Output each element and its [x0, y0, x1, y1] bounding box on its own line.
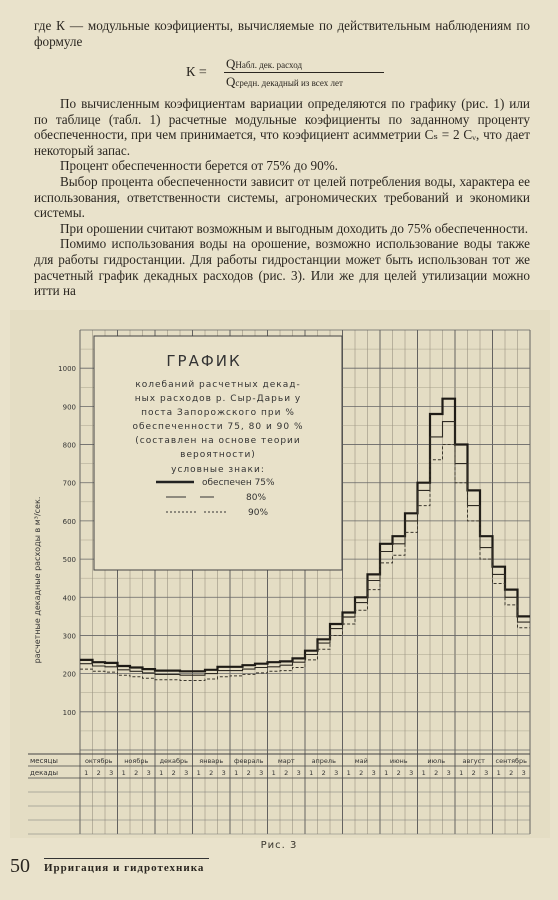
- decade-label: 3: [334, 769, 339, 777]
- modulus-formula: [186, 56, 416, 92]
- legend-item-90: 90%: [248, 508, 269, 518]
- decade-label: 3: [409, 769, 414, 777]
- legend-title: условные знаки:: [171, 465, 265, 475]
- figure-caption: Рис. 3: [260, 840, 298, 851]
- decade-label: 3: [446, 769, 451, 777]
- decade-label: 2: [209, 769, 214, 777]
- chart-svg: [0, 310, 558, 840]
- decade-label: 2: [134, 769, 139, 777]
- y-tick-label: 300: [62, 632, 76, 641]
- page-footer: [10, 855, 210, 877]
- decade-label: 2: [171, 769, 176, 777]
- formula-lhs: К =: [186, 65, 207, 80]
- month-label: апрель: [311, 757, 336, 765]
- decade-label: 2: [509, 769, 514, 777]
- decade-label: 1: [196, 769, 201, 777]
- decade-label: 2: [96, 769, 101, 777]
- decade-label: 3: [371, 769, 376, 777]
- decade-label: 1: [346, 769, 351, 777]
- legend-item-75: обеспечен 75%: [202, 478, 275, 488]
- decade-label: 1: [384, 769, 389, 777]
- decade-label: 2: [321, 769, 326, 777]
- page-number: 50: [10, 855, 30, 877]
- month-label: май: [354, 757, 368, 765]
- body-text: [34, 18, 530, 49]
- decade-label: 3: [259, 769, 264, 777]
- month-label: июнь: [389, 757, 408, 765]
- discharge-chart: [0, 310, 558, 840]
- decade-label: 2: [471, 769, 476, 777]
- formula-numerator: QНабл. дек. расход: [226, 56, 303, 71]
- decade-label: 3: [221, 769, 226, 777]
- decade-label: 2: [246, 769, 251, 777]
- paragraph-4: Выбор процента обеспеченности зависит от целей потребления воды, характера ее использования, ответственности системы, агрономических требований и экономики системы.: [34, 173, 530, 221]
- decade-label: 1: [121, 769, 126, 777]
- month-label: август: [462, 757, 485, 765]
- month-label: декабрь: [159, 757, 188, 765]
- decade-label: 1: [271, 769, 276, 777]
- decade-label: 1: [84, 769, 89, 777]
- decade-label: 1: [421, 769, 426, 777]
- decade-label: 1: [496, 769, 501, 777]
- y-tick-label: 1000: [58, 365, 76, 374]
- decade-label: 3: [296, 769, 301, 777]
- paragraph-1: где К — модульные коэфициенты, вычисляемые по действительным наблюдениям по формуле: [34, 18, 530, 49]
- decade-label: 3: [109, 769, 114, 777]
- month-label: январь: [199, 757, 224, 765]
- title-box: [94, 336, 342, 570]
- month-label: сентябрь: [495, 757, 527, 765]
- y-tick-label: 900: [62, 403, 76, 412]
- y-tick-label: 600: [62, 517, 76, 526]
- paragraph-2: По вычисленным коэфициентам вариации определяются по графику (рис. 1) или по таблице (табл. 1) расчетные модульные коэфициенты по заданному проценту обеспеченности, при чем принимается, что коэфициент асимметрии Cₛ = 2 Cᵥ, что дает некоторый запас.: [34, 96, 530, 158]
- legend-item-80: 80%: [246, 493, 267, 503]
- row-label-decades: декады: [30, 769, 59, 777]
- chart-title: ГРАФИК: [166, 352, 242, 370]
- decade-label: 2: [284, 769, 289, 777]
- fraction-bar: [224, 72, 384, 73]
- decade-label: 3: [484, 769, 489, 777]
- paragraph-3: Процент обеспеченности берется от 75% до 90%.: [60, 158, 338, 174]
- chart-subtitle-3: поста Запорожского при %: [141, 408, 295, 418]
- decade-label: 3: [184, 769, 189, 777]
- month-label: июль: [427, 757, 446, 765]
- paragraph-6: Помимо использования воды на орошение, возможно использование воды также для работы гидростанции. Для работы гидростанции может быть использован тот же расчетный график декадных расходов (рис. 3). Или же для целей утилизации можно итти на: [34, 236, 530, 299]
- month-label: ноябрь: [124, 757, 149, 765]
- y-tick-label: 700: [62, 479, 76, 488]
- chart-subtitle-2: ных расходов р. Сыр-Дарьи у: [134, 394, 302, 404]
- decade-label: 1: [234, 769, 239, 777]
- decade-label: 1: [459, 769, 464, 777]
- body-text-continued: [34, 96, 530, 299]
- decade-label: 3: [146, 769, 151, 777]
- decade-label: 2: [396, 769, 401, 777]
- decade-label: 2: [359, 769, 364, 777]
- formula-denominator: Qсредн. декадный из всех лет: [226, 74, 343, 89]
- chart-subtitle-4: обеспеченности 75, 80 и 90 %: [132, 422, 304, 432]
- chart-subtitle-5: (составлен на основе теории: [135, 436, 301, 446]
- paragraph-5: При орошении считают возможным и выгодным доходить до 75% обеспеченности.: [60, 220, 528, 236]
- chart-subtitle-1: колебаний расчетных декад-: [135, 380, 301, 390]
- chart-subtitle-6: вероятности): [180, 450, 256, 460]
- decade-label: 2: [434, 769, 439, 777]
- y-tick-label: 500: [62, 556, 76, 565]
- decade-label: 1: [159, 769, 164, 777]
- decade-label: 3: [521, 769, 526, 777]
- month-label: октябрь: [84, 757, 113, 765]
- y-tick-label: 400: [62, 594, 76, 603]
- y-tick-label: 100: [62, 708, 76, 717]
- y-axis-label: расчетные декадные расходы в м³/сек.: [33, 496, 42, 664]
- y-tick-label: 800: [62, 441, 76, 450]
- month-label: февраль: [234, 757, 264, 765]
- footer-rule: [44, 858, 209, 859]
- y-tick-label: 200: [62, 670, 76, 679]
- journal-title: Ирригация и гидротехника: [44, 862, 205, 874]
- month-label: март: [277, 757, 295, 765]
- decade-label: 1: [309, 769, 314, 777]
- row-label-months: месяцы: [30, 757, 58, 765]
